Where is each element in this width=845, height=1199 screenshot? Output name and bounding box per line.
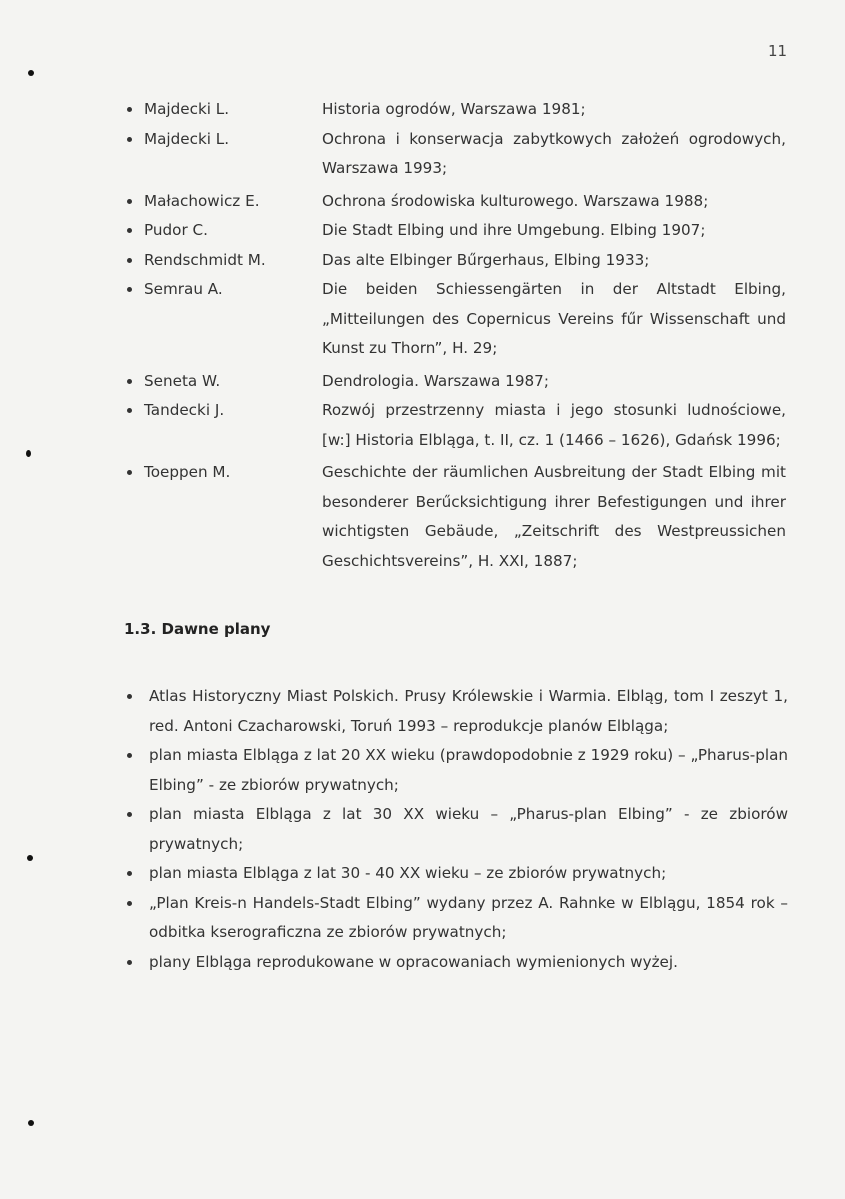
bullet-icon: [124, 800, 149, 859]
bullet-icon: [124, 859, 149, 889]
bibliography-author: Pudor C.: [144, 221, 208, 239]
section-heading: 1.3. Dawne plany: [124, 620, 271, 638]
plans-list: [124, 682, 788, 977]
bibliography-author: Majdecki L.: [144, 100, 230, 118]
bullet-icon: [124, 275, 134, 364]
page-number: 11: [768, 42, 788, 60]
bibliography-author: Toeppen M.: [144, 463, 231, 481]
bibliography-title: Das alte Elbinger Bűrgerhaus, Elbing 1933;: [322, 250, 650, 269]
plan-list-item: [124, 800, 788, 859]
punch-hole-mark: [28, 70, 34, 76]
bibliography-author: Tandecki J.: [144, 401, 225, 419]
bullet-icon: [124, 125, 134, 184]
plan-item-text: Atlas Historyczny Miast Polskich. Prusy Królewskie i Warmia. Elbląg, tom I zeszyt 1, red. Antoni Czacharowski, Toruń 1993 – reprodukcje planów Elbląga;: [149, 687, 788, 735]
bibliography-title: Ochrona i konserwacja zabytkowych założeń ogrodowych, Warszawa 1993;: [322, 129, 786, 177]
plan-item-text: plan miasta Elbląga z lat 20 XX wieku (prawdopodobnie z 1929 roku) – „Pharus-plan Elbing” - ze zbiorów prywatnych;: [149, 746, 788, 794]
bibliography-author: Semrau A.: [144, 280, 223, 298]
bibliography-title: Ochrona środowiska kulturowego. Warszawa 1988;: [322, 191, 709, 210]
bullet-icon: [124, 246, 134, 276]
bullet-icon: [124, 216, 134, 246]
bullet-icon: [124, 95, 134, 125]
bullet-icon: [124, 396, 134, 455]
bibliography-title: Historia ogrodów, Warszawa 1981;: [322, 100, 586, 118]
bibliography-title: Die Stadt Elbing und ihre Umgebung. Elbing 1907;: [322, 221, 706, 239]
plan-list-item: [124, 889, 788, 948]
bibliography-title: Rozwój przestrzenny miasta i jego stosunki ludnościowe, [w:] Historia Elbląga, t. II, cz. 1 (1466 – 1626), Gdańsk 1996;: [322, 401, 786, 449]
plan-list-item: [124, 682, 788, 741]
bibliography-entry: [0, 246, 845, 276]
plan-list-item: [124, 859, 788, 889]
bullet-icon: [124, 458, 134, 576]
bibliography-title: Die beiden Schiessengärten in der Altstadt Elbing, „Mitteilungen des Copernicus Vereins fűr Wissenschaft und Kunst zu Thorn”, H. 29;: [322, 280, 786, 357]
bullet-icon: [124, 948, 149, 978]
bullet-icon: [124, 187, 134, 217]
bibliography-entry: [0, 125, 845, 184]
bibliography-entry: [0, 95, 845, 125]
bibliography-entry: [0, 275, 845, 364]
bibliography-entry: [0, 458, 845, 576]
bullet-icon: [124, 367, 134, 397]
plan-list-item: [124, 948, 788, 978]
plan-list-item: [124, 741, 788, 800]
punch-hole-mark: [28, 1120, 34, 1126]
plan-item-text: „Plan Kreis-n Handels-Stadt Elbing” wydany przez A. Rahnke w Elblągu, 1854 rok – odbitka kserograficzna ze zbiorów prywatnych;: [149, 893, 788, 941]
bibliography-entry: [0, 187, 845, 217]
punch-hole-mark: [27, 855, 33, 861]
bullet-icon: [124, 889, 149, 948]
bibliography-list: [0, 95, 845, 576]
plan-item-text: plany Elbląga reprodukowane w opracowaniach wymienionych wyżej.: [149, 952, 678, 971]
bibliography-title: Dendrologia. Warszawa 1987;: [322, 371, 549, 390]
bibliography-entry: [0, 367, 845, 397]
bullet-icon: [124, 741, 149, 800]
bibliography-title: Geschichte der räumlichen Ausbreitung der Stadt Elbing mit besonderer Berűcksichtigung ihrer Befestigungen und ihrer wichtigsten Gebäude, „Zeitschrift des Westpreussichen Geschichtsvereins”, H. XXI, 1887;: [322, 463, 786, 570]
bibliography-author: Majdecki L.: [144, 129, 230, 148]
bibliography-author: Małachowicz E.: [144, 191, 260, 210]
bibliography-entry: [0, 216, 845, 246]
bibliography-author: Rendschmidt M.: [144, 250, 266, 269]
plan-item-text: plan miasta Elbląga z lat 30 XX wieku – „Pharus-plan Elbing” - ze zbiorów prywatnych;: [149, 805, 788, 853]
bibliography-entry: [0, 396, 845, 455]
bibliography-author: Seneta W.: [144, 371, 221, 390]
bullet-icon: [124, 682, 149, 741]
plan-item-text: plan miasta Elbląga z lat 30 - 40 XX wieku – ze zbiorów prywatnych;: [149, 864, 667, 882]
